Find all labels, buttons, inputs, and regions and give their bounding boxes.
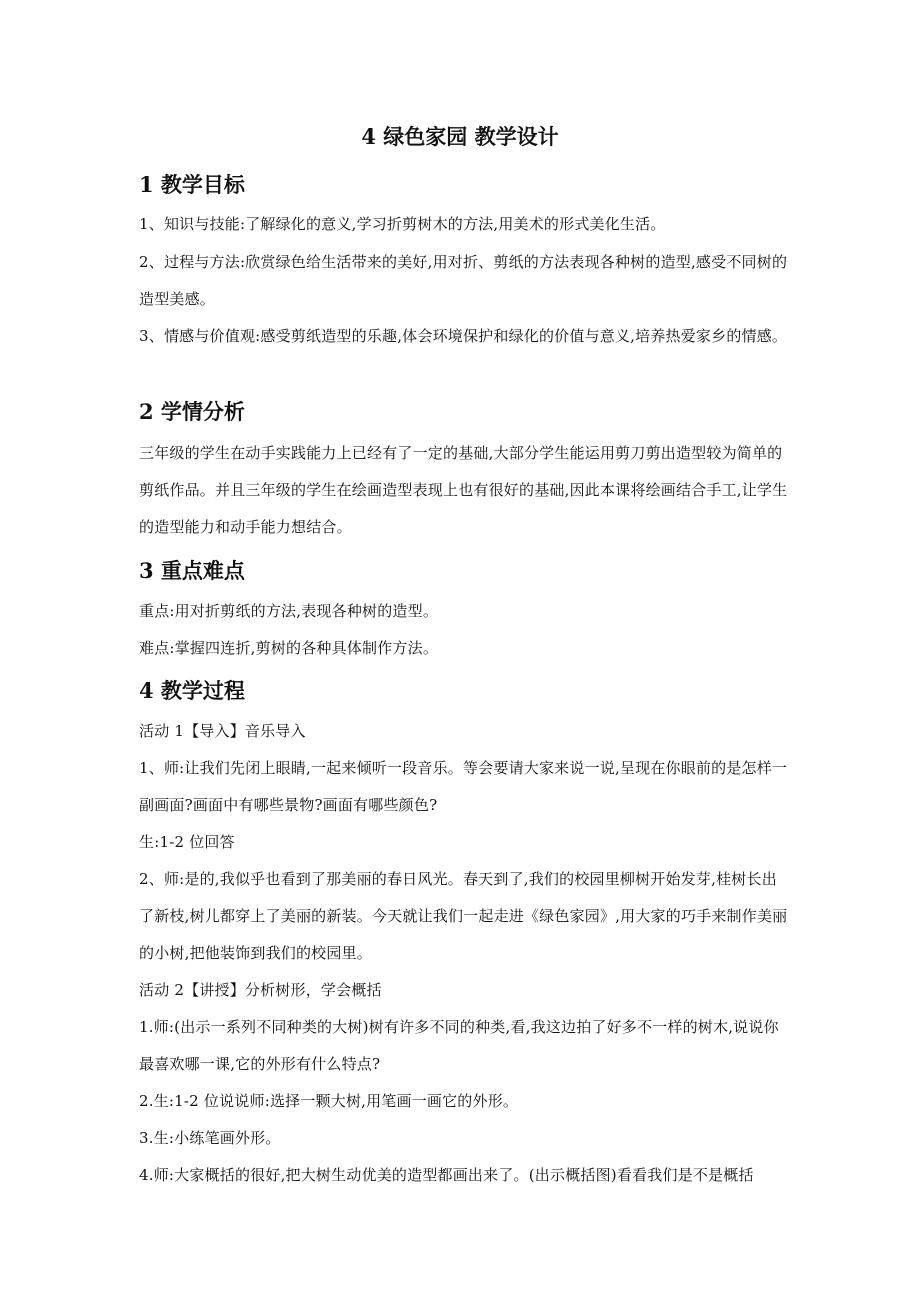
paragraph: 4.师:大家概括的很好,把大树生动优美的造型都画出来了。(出示概括图)看看我们是不是概括 bbox=[139, 1166, 754, 1184]
activity-label: 活动 1【导入】音乐导入 bbox=[139, 722, 306, 740]
paragraph: 1、知识与技能:了解绿化的意义,学习折剪树木的方法,用美术的形式美化生活。 bbox=[139, 215, 666, 233]
paragraph: 1.师:(出示一系列不同种类的大树)树有许多不同的种类,看,我这边拍了好多不一样的树木,说说你最喜欢哪一课,它的外形有什么特点? bbox=[139, 1018, 779, 1073]
paragraph: 3.生:小练笔画外形。 bbox=[139, 1129, 281, 1147]
heading-key-points: 3 重点难点 bbox=[139, 558, 245, 583]
paragraph: 3、情感与价值观:感受剪纸造型的乐趣,体会环境保护和绿化的价值与意义,培养热爱家乡的情感。 bbox=[139, 327, 788, 345]
heading-student-analysis: 2 学情分析 bbox=[139, 399, 245, 424]
paragraph: 难点:掌握四连折,剪树的各种具体制作方法。 bbox=[139, 639, 439, 657]
paragraph: 2.生:1-2 位说说师:选择一颗大树,用笔画一画它的外形。 bbox=[139, 1092, 519, 1110]
paragraph: 三年级的学生在动手实践能力上已经有了一定的基础,大部分学生能运用剪刀剪出造型较为简单的剪纸作品。并且三年级的学生在绘画造型表现上也有很好的基础,因此本课将绘画结合手工,让学生的造型能力和动手能力想结合。 bbox=[139, 444, 788, 536]
heading-teaching-process: 4 教学过程 bbox=[139, 678, 245, 703]
paragraph: 重点:用对折剪纸的方法,表现各种树的造型。 bbox=[139, 602, 439, 620]
activity-label: 活动 2【讲授】分析树形，学会概括 bbox=[139, 981, 382, 999]
paragraph: 1、师:让我们先闭上眼睛,一起来倾听一段音乐。等会要请大家来说一说,呈现在你眼前的是怎样一副画面?画面中有哪些景物?画面有哪些颜色? bbox=[139, 759, 788, 814]
paragraph: 生:1-2 位回答 bbox=[139, 833, 235, 851]
paragraph: 2、师:是的,我似乎也看到了那美丽的春日风光。春天到了,我们的校园里柳树开始发芽,桂树长出了新枝,树儿都穿上了美丽的新装。今天就让我们一起走进《绿色家园》,用大家的巧手来制作美丽的小树,把他装饰到我们的校园里。 bbox=[139, 870, 788, 962]
paragraph: 2、过程与方法:欣赏绿色给生活带来的美好,用对折、剪纸的方法表现各种树的造型,感受不同树的造型美感。 bbox=[139, 253, 788, 308]
heading-teaching-goals: 1 教学目标 bbox=[139, 172, 245, 197]
document-title: 4 绿色家园 教学设计 bbox=[361, 124, 559, 149]
